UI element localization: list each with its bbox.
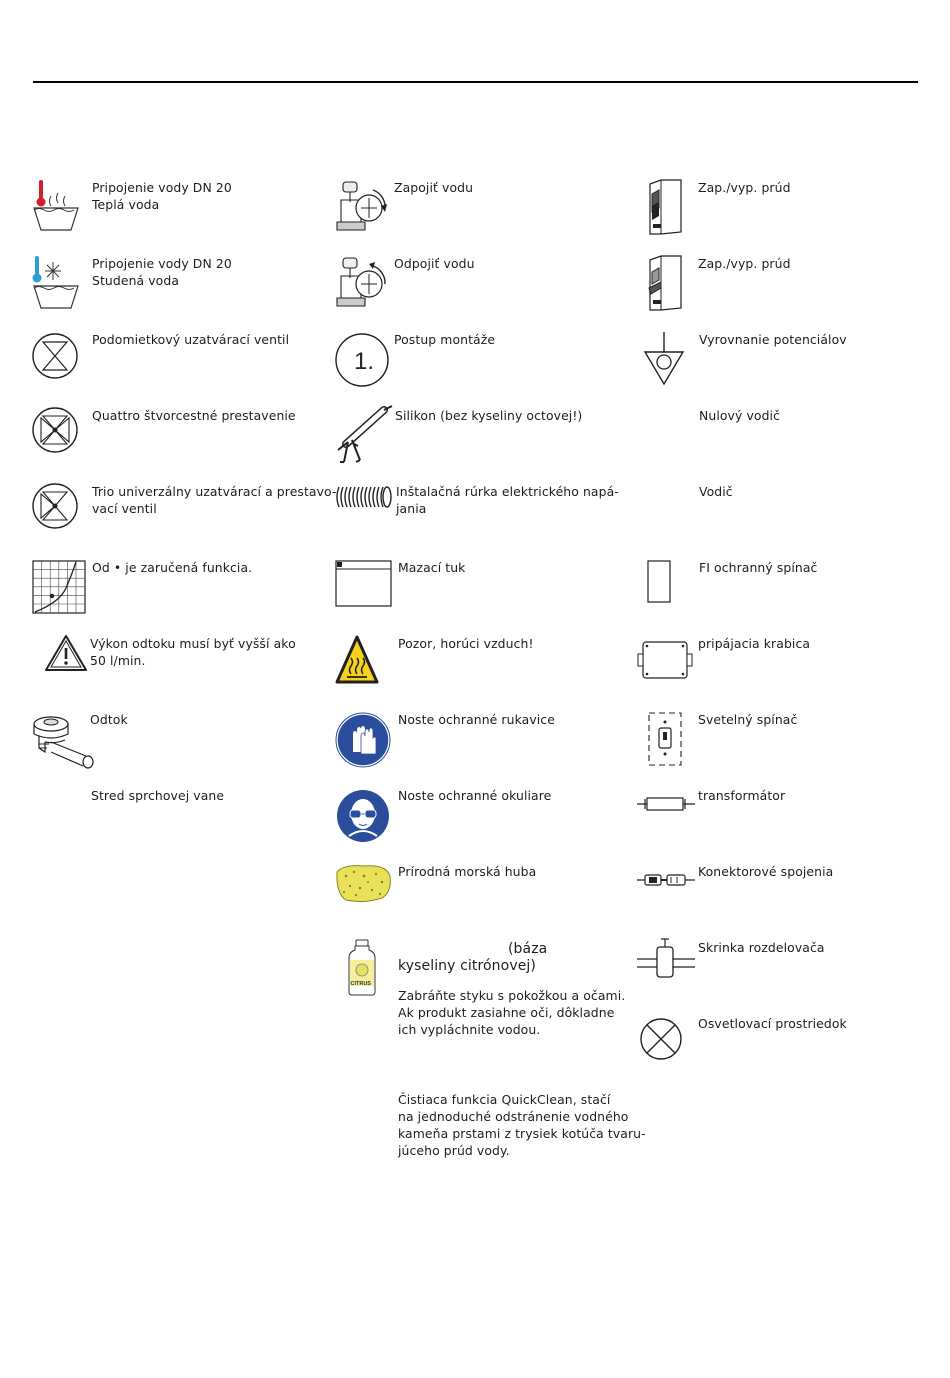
label-power-on: Zap./vyp. prúd [698, 180, 791, 195]
label-silicone: Silikon (bez kyseliny octovej!) [395, 408, 583, 423]
sponge-icon [334, 862, 392, 904]
power-switch-off-icon [647, 254, 685, 312]
label-trio: Trio univerzálny uzatvárací a prestavo- vací ventil [92, 484, 337, 516]
silicone-gun-icon [334, 404, 394, 464]
warning-icon [44, 634, 88, 672]
hot-water-icon [31, 178, 81, 234]
label-neutral-wire: Nulový vodič [699, 408, 780, 423]
label-water-off: Odpojiť vodu [394, 256, 475, 271]
light-switch-icon [645, 710, 685, 768]
label-hot-water: Pripojenie vody DN 20 Teplá voda [92, 180, 232, 212]
label-sponge: Prírodná morská huba [398, 864, 537, 879]
trio-valve-icon [31, 482, 79, 530]
label-shower-center: Stred sprchovej vane [91, 788, 225, 803]
assembly-step-icon [334, 332, 392, 388]
connector-icon [637, 871, 695, 889]
label-junction-box: pripájacia krabica [698, 636, 811, 651]
cold-water-icon [31, 254, 81, 312]
label-light-switch: Svetelný spínač [698, 712, 798, 727]
quattro-diverter-icon [31, 406, 79, 454]
conduit-icon [335, 485, 393, 509]
citrus-bottle-icon [347, 938, 377, 998]
label-transformer: transformátor [698, 788, 786, 803]
label-conduit: Inštalačná rúrka elektrického napá- jania [396, 484, 619, 516]
label-grease: Mazací tuk [398, 560, 466, 575]
citrus-warning: Zabráňte styku s pokožkou a očami. Ak produkt zasiahne oči, dôkladne ich vypláchnite vodou. [398, 988, 626, 1037]
distributor-box-icon [637, 937, 695, 981]
label-warning: Výkon odtoku musí byť vyšší ako 50 l/min. [90, 636, 296, 668]
quickclean-text: Čistiaca funkcia QuickClean, stačí na jednoduché odstránenie vodného kameňa prstami z trysiek kotúča tvaru- júceho prúd vody. [398, 1092, 646, 1158]
label-goggles: Noste ochranné okuliare [398, 788, 552, 803]
label-drain: Odtok [90, 712, 128, 727]
assembly-step-badge: 1. [354, 348, 375, 375]
function-graph-icon [32, 560, 87, 614]
equipotential-icon [643, 330, 685, 386]
label-shutoff-valve: Podomietkový uzatvárací ventil [92, 332, 290, 347]
shutoff-valve-icon [31, 332, 79, 380]
hot-air-warning-icon [335, 634, 379, 686]
citrus-bottle-text: CITRUS [350, 981, 371, 987]
label-cold-water: Pripojenie vody DN 20 Studená voda [92, 256, 232, 288]
citrus-title: (báza kyseliny citrónovej) [398, 941, 548, 974]
water-on-icon [335, 178, 387, 236]
label-lamp: Osvetlovací prostriedok [698, 1016, 847, 1031]
label-function-graph: Od • je zaručená funkcia. [92, 560, 253, 575]
label-distributor-box: Skrinka rozdelovača [698, 940, 825, 955]
water-off-icon [335, 254, 387, 312]
label-quattro: Quattro štvorcestné prestavenie [92, 408, 296, 423]
lamp-icon [639, 1017, 683, 1061]
power-switch-on-icon [647, 178, 685, 236]
label-fi-switch: FI ochranný spínač [699, 560, 818, 575]
label-hot-air: Pozor, horúci vzduch! [398, 636, 534, 651]
transformer-icon [637, 795, 695, 813]
label-connector: Konektorové spojenia [698, 864, 834, 879]
header-rule [33, 81, 918, 83]
fi-switch-icon [647, 560, 671, 604]
label-water-on: Zapojiť vodu [394, 180, 474, 195]
label-wire: Vodič [699, 484, 733, 499]
grease-icon [335, 560, 393, 608]
label-assembly: Postup montáže [394, 332, 496, 347]
label-gloves: Noste ochranné rukavice [398, 712, 555, 727]
gloves-icon [335, 712, 391, 768]
junction-box-icon [637, 638, 693, 682]
label-equipotential: Vyrovnanie potenciálov [699, 332, 847, 347]
drain-icon [31, 712, 97, 772]
goggles-icon [335, 788, 391, 844]
label-power-off: Zap./vyp. prúd [698, 256, 791, 271]
